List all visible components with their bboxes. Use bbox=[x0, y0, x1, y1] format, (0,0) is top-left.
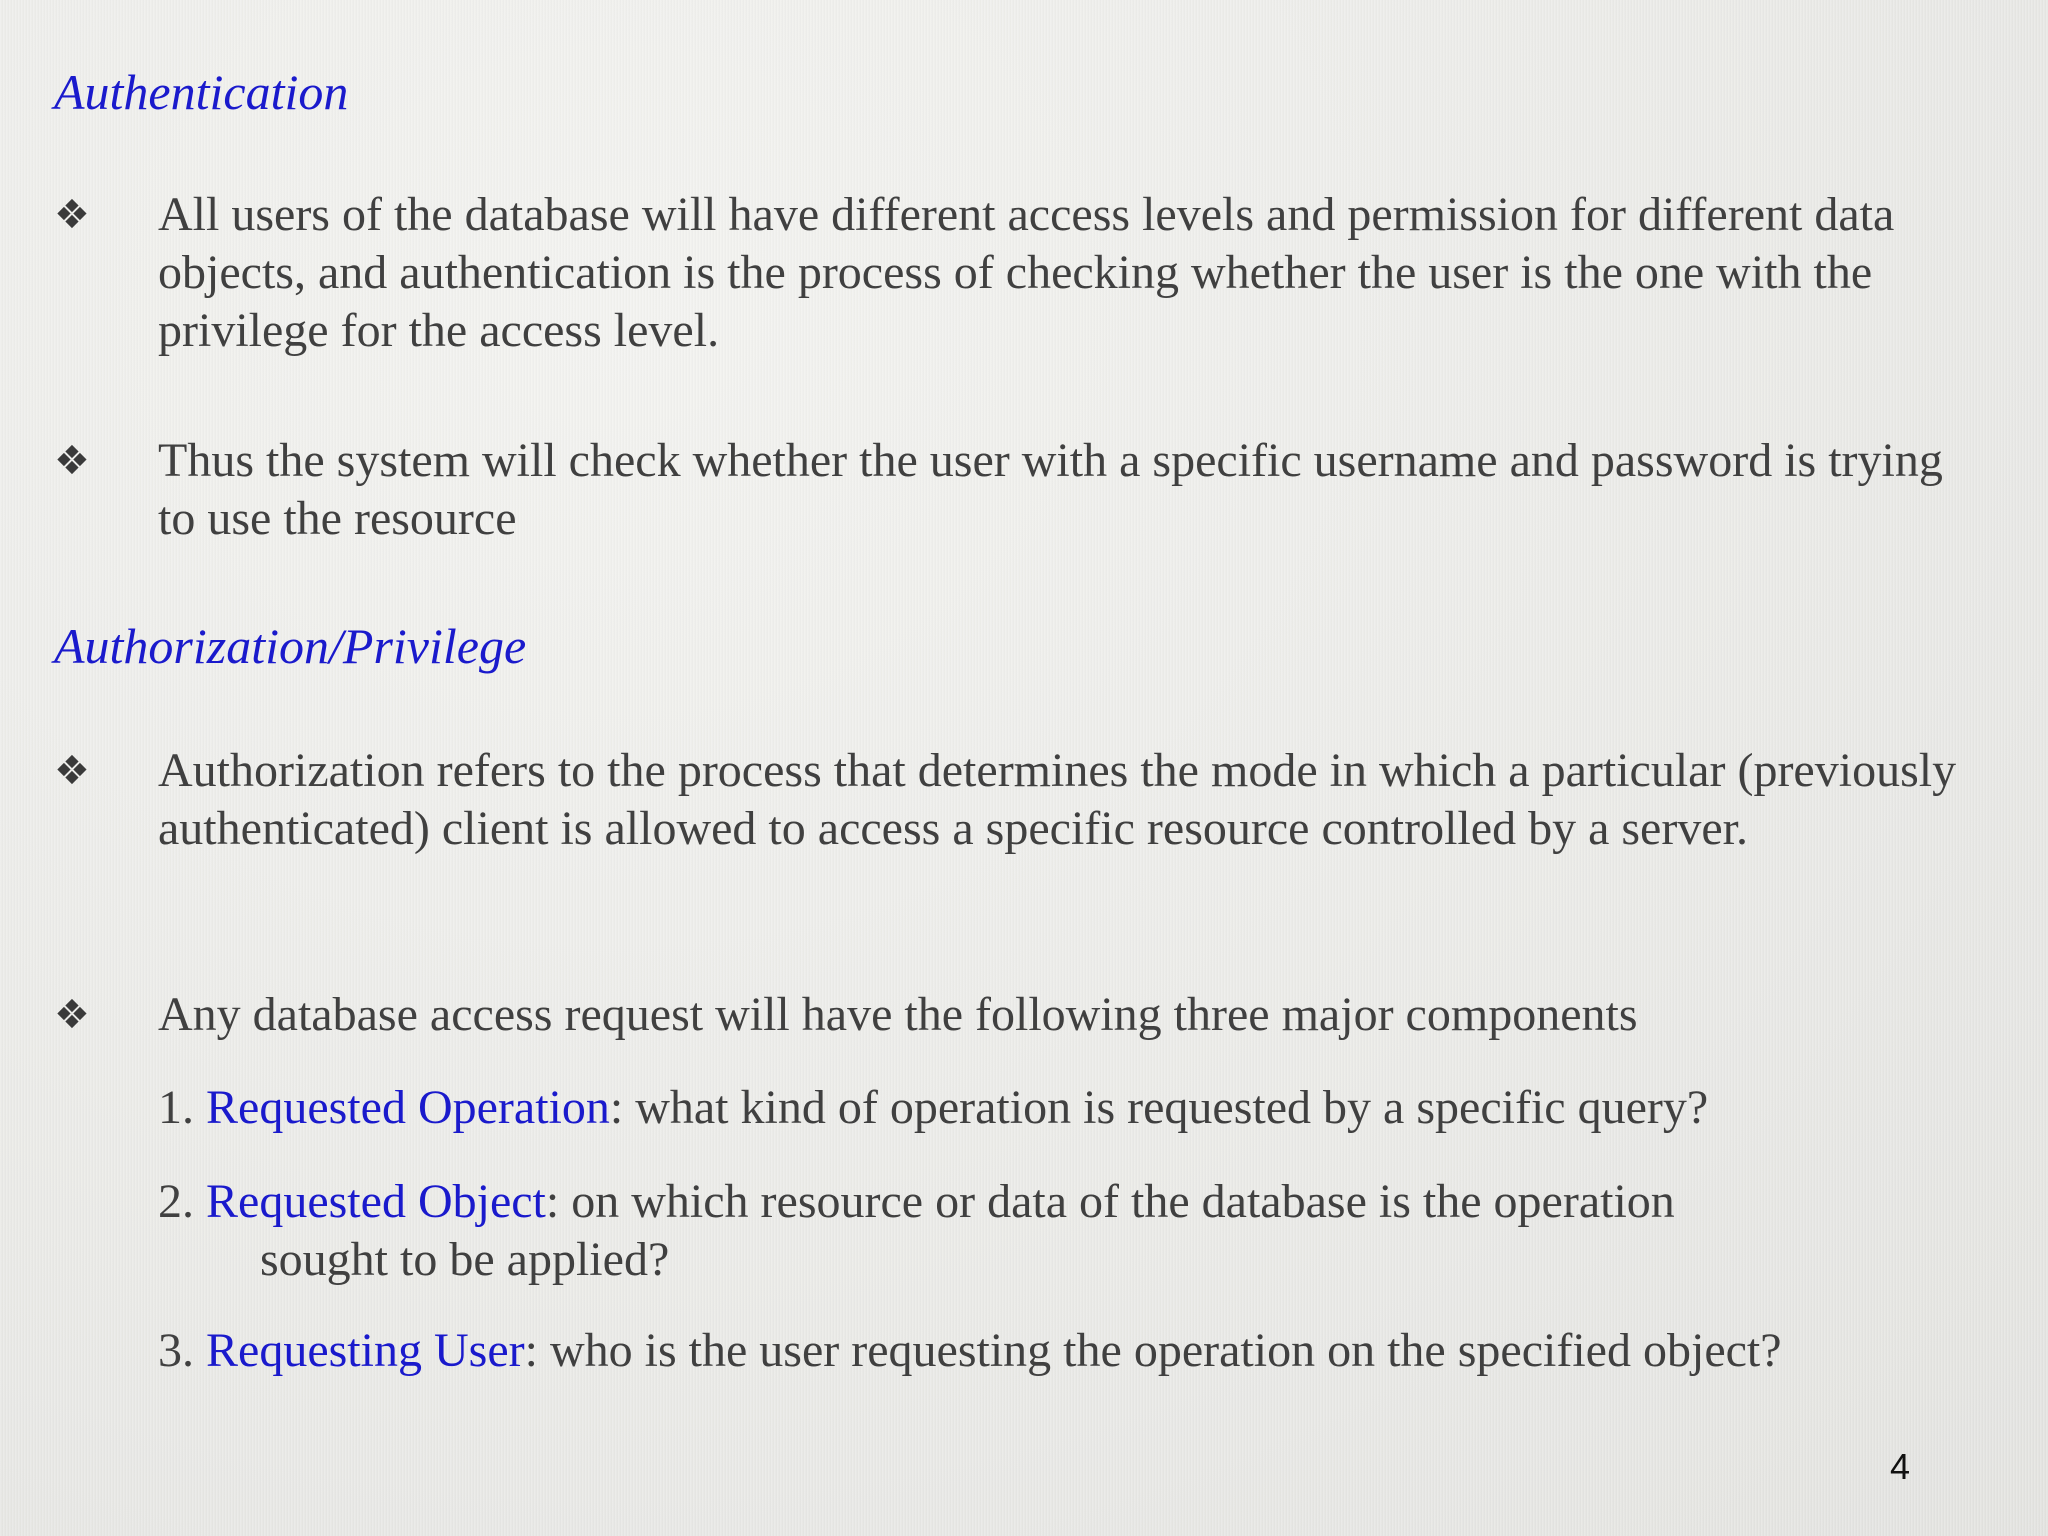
diamond-bullet-icon: ❖ bbox=[54, 438, 90, 484]
bullet-text: Any database access request will have the following three major components bbox=[158, 988, 1638, 1041]
item-term: Requesting User bbox=[206, 1324, 525, 1377]
numbered-item-2 bbox=[158, 1173, 2018, 1289]
bullet-text: Thus the system will check whether the user with a specific username and password is trying to use the resource bbox=[158, 434, 1943, 545]
item-continuation: sought to be applied? bbox=[260, 1233, 670, 1286]
item-number: 3. bbox=[158, 1324, 206, 1377]
item-term: Requested Object bbox=[206, 1175, 546, 1228]
item-description: : on which resource or data of the database is the operation bbox=[545, 1175, 1675, 1228]
heading-authorization: Authorization/Privilege bbox=[54, 618, 527, 674]
diamond-bullet-icon: ❖ bbox=[54, 192, 90, 238]
item-description: : who is the user requesting the operation on the specified object? bbox=[524, 1324, 1782, 1377]
item-description: : what kind of operation is requested by a specific query? bbox=[609, 1081, 1709, 1134]
item-term: Requested Operation bbox=[206, 1081, 610, 1134]
item-number: 1. bbox=[158, 1081, 206, 1134]
diamond-bullet-icon: ❖ bbox=[54, 992, 90, 1038]
diamond-bullet-icon: ❖ bbox=[54, 748, 90, 794]
heading-authentication: Authentication bbox=[54, 64, 349, 120]
item-number: 2. bbox=[158, 1175, 206, 1228]
numbered-item-1 bbox=[158, 1079, 2018, 1137]
bullet-text: Authorization refers to the process that determines the mode in which a particular (previously authenticated) client is allowed to access a specific resource controlled by a server. bbox=[158, 744, 1957, 855]
numbered-item-3 bbox=[158, 1322, 2018, 1380]
bullet-text: All users of the database will have different access levels and permission for different data objects, and authentication is the process of checking whether the user is the one with the privilege for the access level. bbox=[158, 188, 1895, 357]
page-number: 4 bbox=[1890, 1446, 1911, 1487]
